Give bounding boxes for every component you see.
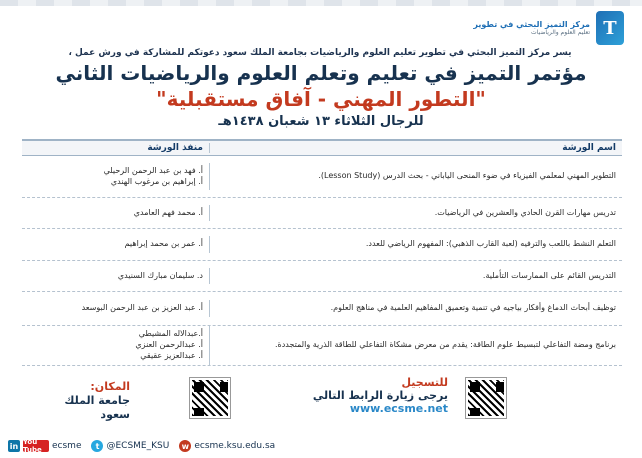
- workshop-topic: برنامج ومضة التفاعلي لتبسيط علوم الطاقة: يقدم من معرض مشكاة التفاعلي للطاقة الذرية والمتجددة.: [274, 340, 616, 350]
- registration-qr-code[interactable]: [466, 378, 506, 418]
- table-header: [22, 139, 622, 156]
- workshop-presenter: أ. فهد بن عبد الرحمن الرحيلي أ. إبراهيم بن مرغوب الهندي: [22, 163, 210, 191]
- workshop-presenter: أ. محمد فهم العامدي: [22, 205, 210, 222]
- conference-title: مؤتمر التميز في تعليم وتعلم العلوم والرياضيات الثاني: [55, 61, 587, 85]
- twitter-handle[interactable]: @ECSME_KSU: [106, 441, 170, 451]
- registration-block: [308, 376, 448, 416]
- table-row: [22, 198, 622, 229]
- workshop-topic: تدريس مهارات القرن الحادي والعشرين في الرياضيات.: [434, 207, 616, 217]
- location-qr-code[interactable]: [190, 378, 230, 418]
- linkedin-icon[interactable]: in: [9, 441, 19, 451]
- table-row: [22, 229, 622, 261]
- registration-link[interactable]: www.ecsme.net: [349, 402, 448, 416]
- location-block: [50, 380, 130, 421]
- workshop-presenter: أ. عبد العزيز بن عبد الرحمن البوسعد: [22, 300, 210, 317]
- logo-line-2: تعليم العلوم والرياضيات: [531, 29, 590, 37]
- social-twitter[interactable]: [91, 440, 169, 452]
- website-link[interactable]: ecsme.ksu.edu.sa: [194, 441, 276, 451]
- location-label: المكان:: [90, 380, 130, 393]
- top-decoration: [0, 0, 642, 6]
- conference-subtitle: "التطور المهني - آفاق مستقبلية": [156, 87, 486, 111]
- workshop-presenter: أ.عبدالاله المشيطي أ. عبدالرحمن العنزي أ. عبدالعزيز عقيقي: [22, 326, 210, 364]
- table-row: [22, 261, 622, 292]
- twitter-icon[interactable]: t: [91, 440, 103, 452]
- social-footer: [0, 434, 642, 458]
- header-presenter: منفذ الورشة: [22, 143, 210, 153]
- workshop-presenter: د. سليمان مبارك السنيدي: [22, 268, 210, 285]
- social-website[interactable]: [179, 440, 275, 452]
- youtube-icon[interactable]: You Tube: [23, 440, 49, 452]
- workshop-topic: التدريس القائم على الممارسات التأملية.: [482, 270, 616, 280]
- table-row: [22, 292, 622, 326]
- header-topic: اسم الورشة: [562, 143, 616, 153]
- date-line: للرجال الثلاثاء ١٣ شعبان ١٤٣٨هـ: [218, 114, 424, 129]
- logo-text: [473, 20, 590, 37]
- workshop-topic: توظيف أبحاث الدماغ وأفكار بياجيه في تنمية وتعميق المفاهيم العلمية في مناهج العلوم.: [330, 303, 616, 313]
- logo-line-1: مركز التميز البحثي في تطوير: [473, 19, 590, 29]
- workshop-presenter: أ. عمر بن محمد إبراهيم: [22, 236, 210, 253]
- intro-text: يسر مركز التميز البحثي في تطوير تعليم العلوم والرياضيات بجامعة الملك سعود دعوتكم للمشاركة في ورش عمل ،: [68, 48, 572, 58]
- workshop-topic: التطوير المهني لمعلمي الفيزياء في ضوء المنحى الياباني - بحث الدرس (Lesson Study).: [318, 171, 616, 181]
- youtube-handle[interactable]: ecsme: [52, 441, 82, 451]
- registration-instruction: يرجى زيارة الرابط التالي: [312, 389, 448, 403]
- location-value: جامعة الملك سعود: [64, 393, 130, 421]
- center-logo: [464, 8, 624, 48]
- workshops-table: [22, 139, 622, 366]
- logo-mark-icon: T: [596, 11, 624, 45]
- workshop-topic: التعلم النشط باللعب والترفيه (لعبة القارب الذهبي): المفهوم الرياضي للعدد.: [365, 239, 616, 249]
- table-row: [22, 326, 622, 366]
- table-row: [22, 156, 622, 198]
- web-icon[interactable]: w: [179, 440, 191, 452]
- registration-label: للتسجيل: [401, 376, 448, 389]
- social-linkedin-youtube[interactable]: [8, 440, 81, 452]
